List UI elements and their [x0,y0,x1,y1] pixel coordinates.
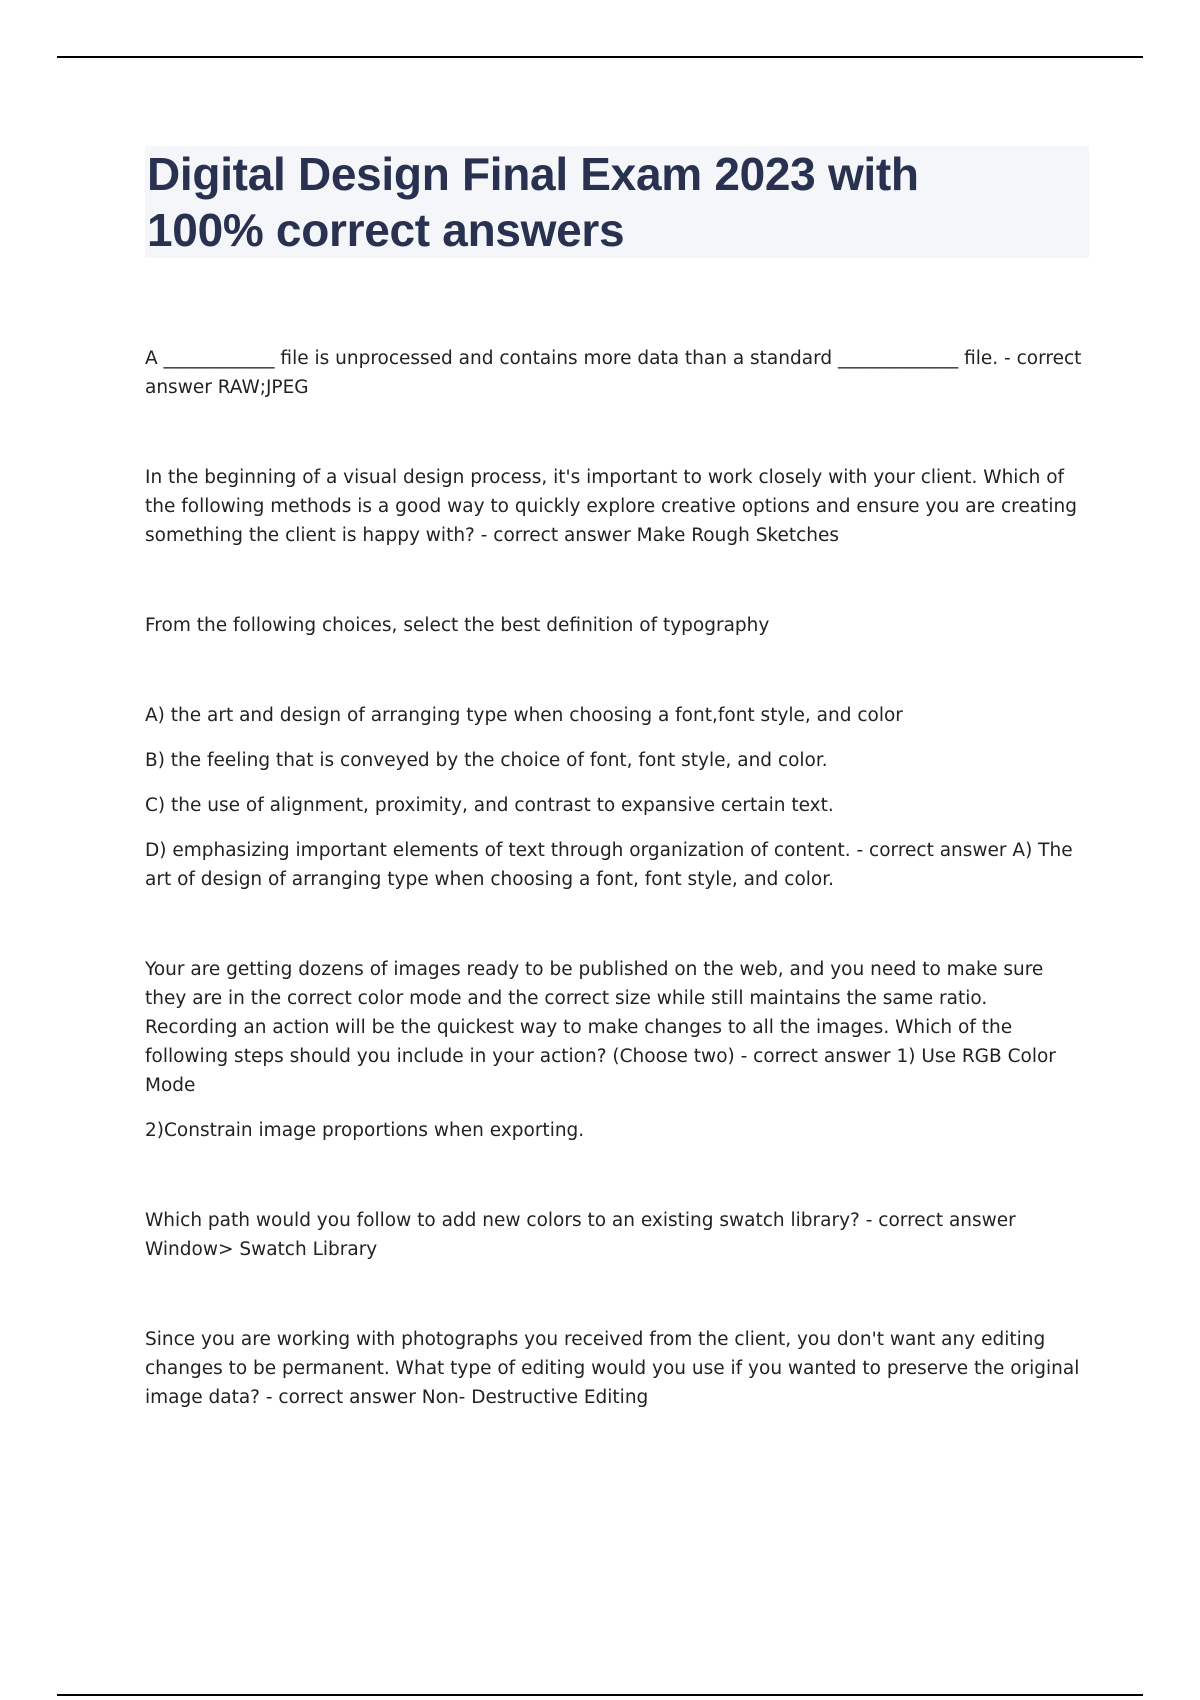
question-text: A ____________ file is unprocessed and contains more data than a standard _____________ file. - correct answer RAW;JPEG [145,348,1082,398]
qa-item-action-steps [145,955,1085,1145]
question-text: From the following choices, select the best definition of typography [145,615,770,636]
title-line-1: Digital Design Final Exam 2023 with [147,148,919,200]
qa-item-rough-sketches [145,463,1085,550]
bottom-rule [57,1694,1143,1696]
question-text: In the beginning of a visual design process, it's important to work closely with your client. Which of the following methods is a good way to quickly explore creative options and ensure you are creating something the client is happy with? - correct answer Make Rough Sketches [145,467,1077,546]
qa-item-non-destructive [145,1325,1085,1412]
question-text: Your are getting dozens of images ready to be published on the web, and you need to make sure they are in the correct color mode and the correct size while still maintains the same ratio. Recording an action will be the quickest way to make changes to all the images. Which of the following steps should you include in your action? (Choose two) - correct answer 1) Use RGB Color Mode [145,959,1056,1096]
top-rule [57,56,1143,58]
qa-item-swatch-library [145,1206,1085,1264]
question-text: Which path would you follow to add new colors to an existing swatch library? - correct answer Window> Swatch Library [145,1210,1016,1260]
question-text: Since you are working with photographs you received from the client, you don't want any editing changes to be permanent. What type of editing would you use if you wanted to preserve the original image data? - correct answer Non- Destructive Editing [145,1329,1080,1408]
answer-continuation: 2)Constrain image proportions when exporting. [145,1120,585,1141]
option-b: B) the feeling that is conveyed by the choice of font, font style, and color. [145,750,828,771]
option-c: C) the use of alignment, proximity, and contrast to expansive certain text. [145,795,834,816]
option-d: D) emphasizing important elements of text through organization of content. - correct answer A) The art of design of arranging type when choosing a font, font style, and color. [145,840,1073,890]
title-banner [145,146,1089,258]
qa-item-typography [145,611,1085,894]
qa-list [145,344,1085,1412]
page-title [145,146,1089,258]
option-a: A) the art and design of arranging type when choosing a font,font style, and color [145,705,903,726]
qa-item-raw-jpeg [145,344,1085,402]
title-line-2: 100% correct answers [147,204,625,256]
